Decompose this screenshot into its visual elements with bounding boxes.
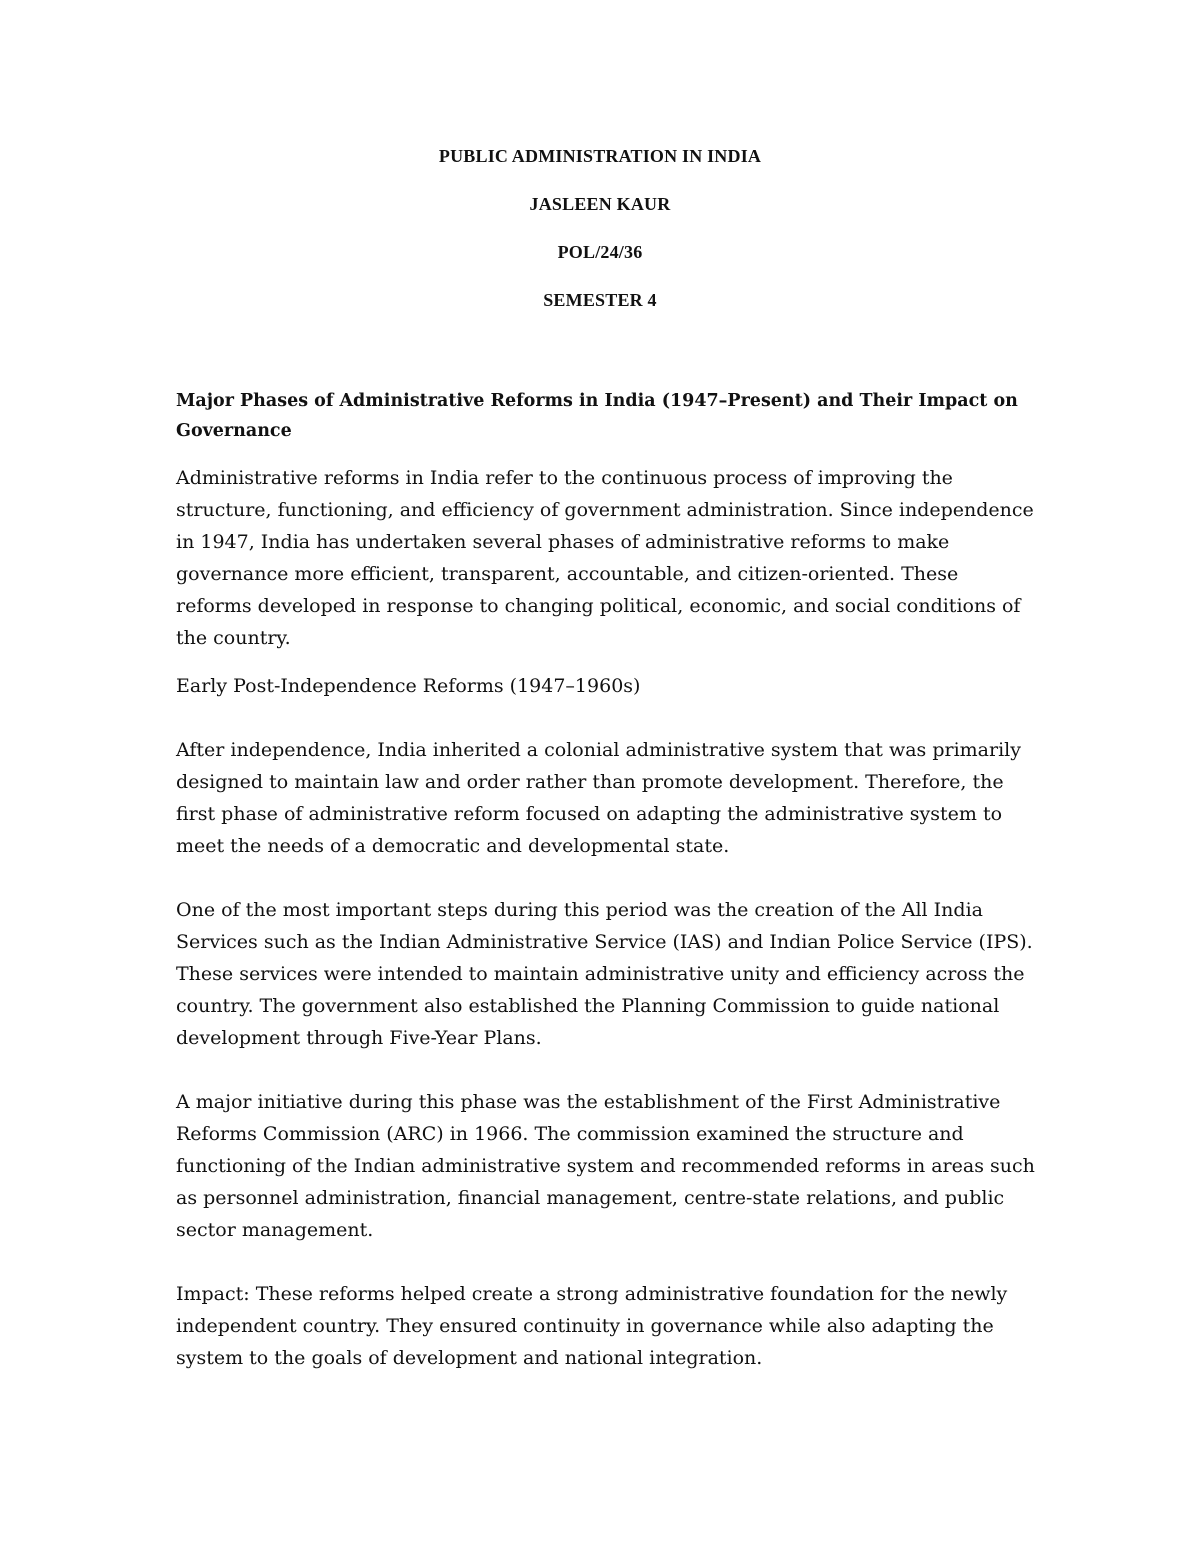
intro-paragraph: Administrative reforms in India refer to the continuous process of improving the structure, functioning, and efficiency of government administration. Since independence in 1947, India has undertaken several phases of administrative reforms to make governance more efficient, transparent, accountable, and citizen-oriented. These reforms developed in response to changing political, economic, and social conditions of the country. xyxy=(176,467,1034,649)
body-paragraph: A major initiative during this phase was the establishment of the First Administrative Reforms Commission (ARC) in 1966. The commission examined the structure and functioning of the Indian administrative system and recommended reforms in areas such as personnel administration, financial management, centre-state relations, and public sector management. xyxy=(176,1091,1035,1241)
semester-label: SEMESTER 4 xyxy=(543,290,657,310)
document-body xyxy=(176,386,1036,1374)
impact-paragraph: Impact: These reforms helped create a strong administrative foundation for the newly independent country. They ensured continuity in governance while also adapting the system to the goals of development and national integration. xyxy=(176,1283,1008,1369)
subsection-heading: Early Post-Independence Reforms (1947–1960s) xyxy=(176,675,641,697)
title-block xyxy=(0,146,1200,338)
author-name: JASLEEN KAUR xyxy=(529,194,671,214)
document-title: PUBLIC ADMINISTRATION IN INDIA xyxy=(438,146,762,166)
body-paragraph: After independence, India inherited a colonial administrative system that was primarily designed to maintain law and order rather than promote development. Therefore, the first phase of administrative reform focused on adapting the administrative system to meet the needs of a democratic and developmental state. xyxy=(176,739,1021,857)
section-heading: Major Phases of Administrative Reforms in India (1947–Present) and Their Impact on Governance xyxy=(176,391,1018,441)
roll-number: POL/24/36 xyxy=(557,242,643,262)
body-paragraph: One of the most important steps during this period was the creation of the All India Services such as the Indian Administrative Service (IAS) and Indian Police Service (IPS). These services were intended to maintain administrative unity and efficiency across the country. The government also established the Planning Commission to guide national development through Five-Year Plans. xyxy=(176,899,1033,1049)
